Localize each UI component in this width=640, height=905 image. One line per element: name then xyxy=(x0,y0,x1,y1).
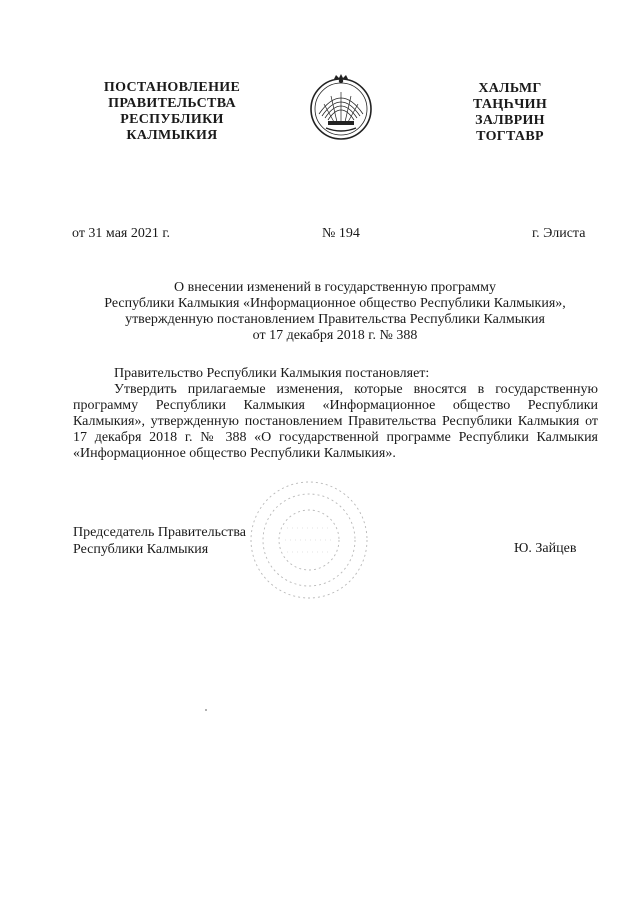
header-right-line-3: ЗАЛВРИН xyxy=(475,113,545,128)
title-line-1: О внесении изменений в государственную программу xyxy=(174,280,496,295)
signatory-position-line-1: Председатель Правительства xyxy=(73,525,246,540)
resolution-paragraph: Утвердить прилагаемые изменения, которые вносятся в государственную программу Республики Калмыкия «Информационное общество Республики Калмыкия», утвержденную постановлением Правительства Республики Калмыкия от 17 декабря 2018 г. № 388 «О государственной программе Республики Калмыкия «Информационное общество Республики Калмыкия». xyxy=(73,382,598,461)
scan-speck xyxy=(205,709,207,711)
title-line-4: от 17 декабря 2018 г. № 388 xyxy=(252,328,418,343)
kalmykia-coat-of-arms-icon xyxy=(306,72,376,142)
header-right-line-4: ТОГТАВР xyxy=(476,129,544,144)
header-right-block xyxy=(460,81,560,145)
document-title xyxy=(70,280,600,344)
header-left-block xyxy=(92,80,252,144)
document-date: от 31 мая 2021 г. xyxy=(72,226,171,241)
title-line-3: утвержденную постановлением Правительства Республики Калмыкия xyxy=(125,312,545,327)
header-left-line-2: ПРАВИТЕЛЬСТВА xyxy=(108,96,236,111)
header-left-line-3: РЕСПУБЛИКИ xyxy=(120,112,224,127)
header-left-line-1: ПОСТАНОВЛЕНИЕ xyxy=(103,80,241,95)
resolution-intro: Правительство Республики Калмыкия постановляет: xyxy=(114,366,430,381)
header-right-line-1: ХАЛЬМГ xyxy=(478,81,542,96)
signatory-position xyxy=(73,524,246,558)
signatory-name: Ю. Зайцев xyxy=(514,541,577,556)
header-left-line-4: КАЛМЫКИЯ xyxy=(126,128,218,143)
title-line-2: Республики Калмыкия «Информационное общество Республики Калмыкия», xyxy=(104,296,566,311)
header-right-line-2: ТАҢҺЧИН xyxy=(472,97,548,112)
document-number: № 194 xyxy=(322,226,360,241)
document-city: г. Элиста xyxy=(532,226,586,241)
faint-round-stamp-icon xyxy=(247,478,372,603)
signatory-position-line-2: Республики Калмыкия xyxy=(73,542,209,557)
